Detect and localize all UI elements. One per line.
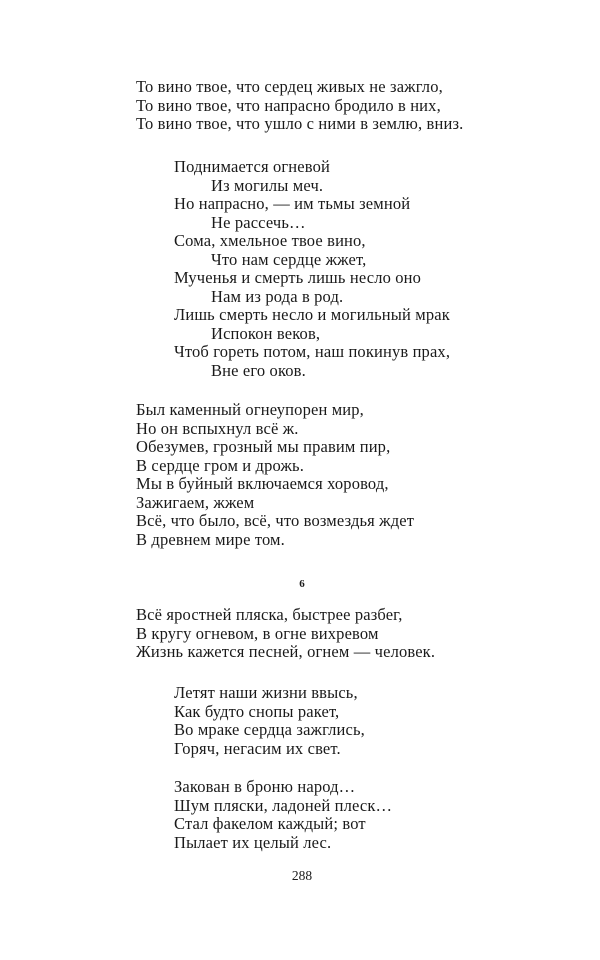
poem-line-indented: Что нам сердце жжет, (211, 249, 367, 269)
stanza-4 (136, 606, 435, 662)
poem-line-indented: Испокон веков, (211, 323, 321, 343)
poem-line: Как будто снопы ракет, (174, 701, 340, 721)
poem-line: Зажигаем, жжем (136, 492, 255, 512)
poem-line: Шум пляски, ладоней плеск… (174, 795, 393, 815)
poem-line: Поднимается огневой (174, 157, 330, 176)
poem-line: Сома, хмельное твое вино, (174, 231, 366, 250)
poem-line: Лишь смерть несло и могильный мрак (174, 305, 450, 324)
page-number: 288 (291, 868, 313, 883)
poem-line: Закован в броню народ… (174, 777, 356, 796)
poem-line: Обезумев, грозный мы правим пир, (136, 437, 391, 456)
poem-line: То вино твое, что напрасно бродило в них, (136, 95, 441, 115)
stanza-2 (174, 158, 450, 380)
poem-line: Но он вспыхнул всё ж. (136, 418, 299, 438)
poem-line: Был каменный огнеупорен мир, (136, 400, 364, 419)
stanza-6 (174, 778, 392, 852)
poem-line: Всё, что было, всё, что возмездья ждет (136, 511, 415, 530)
poem-line: Но напрасно, — им тьмы земной (174, 194, 411, 213)
poem-line-indented: Не рассечь… (211, 212, 306, 232)
poem-line: В кругу огневом, в огне вихревом (136, 623, 379, 643)
poem-line: В древнем мире том. (136, 529, 285, 549)
poem-line: Чтоб гореть потом, наш покинув прах, (174, 342, 451, 361)
poem-line-indented: Из могилы меч. (211, 175, 324, 195)
poem-line: Жизнь кажется песней, огнем — человек. (136, 642, 436, 661)
poem-line: Мы в буйный включаемся хоровод, (136, 474, 389, 493)
poem-line: Стал факелом каждый; вот (174, 814, 366, 833)
poem-line: Летят наши жизни ввысь, (174, 683, 358, 702)
poem-line: Во мраке сердца зажглись, (174, 720, 365, 739)
poem-line-indented: Вне его оков. (211, 360, 306, 380)
poem-line: Мученья и смерть лишь несло оно (174, 268, 422, 287)
poem-line-indented: Нам из рода в род. (211, 286, 344, 306)
stanza-1 (136, 78, 463, 134)
section-number: 6 (299, 578, 305, 590)
poem-line: Горяч, негасим их свет. (174, 738, 341, 758)
poem-line: Всё яростней пляска, быстрее разбег, (136, 605, 403, 624)
poem-line: То вино твое, что ушло с ними в землю, вниз. (136, 114, 464, 133)
stanza-5 (174, 684, 365, 758)
poem-line: В сердце гром и дрожь. (136, 455, 304, 475)
stanza-3 (136, 401, 414, 549)
poem-line: То вино твое, что сердец живых не зажгло, (136, 77, 443, 96)
poem-line: Пылает их целый лес. (174, 832, 332, 852)
